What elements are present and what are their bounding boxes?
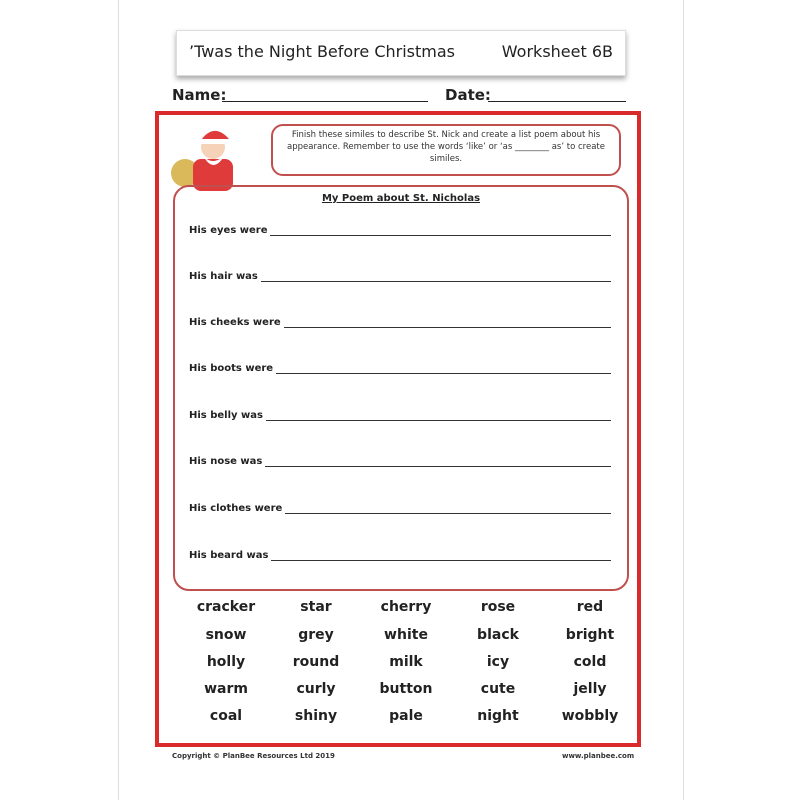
word-bank-item: coal <box>209 708 243 724</box>
worksheet-title: ’Twas the Night Before Christmas <box>189 42 456 61</box>
activity-frame <box>155 111 641 747</box>
instructions-bubble: Finish these similes to describe St. Nick and create a list poem about his appearance. Remember to use the words ‘like’ or ‘as ________ as’ to create similes. <box>271 124 621 176</box>
poem-line[interactable]: His cheeks were <box>189 317 611 328</box>
word-bank-item: snow <box>205 627 247 643</box>
word-bank-item: rose <box>480 599 516 615</box>
poem-line[interactable]: His boots were <box>189 363 611 374</box>
poem-line[interactable]: His clothes were <box>189 503 611 514</box>
word-bank-item: button <box>379 681 433 697</box>
word-bank-item: bright <box>565 627 615 643</box>
word-bank-item: warm <box>204 681 248 697</box>
word-bank-item: jelly <box>573 681 607 697</box>
poem-line[interactable]: His belly was <box>189 410 611 421</box>
date-line <box>488 101 626 102</box>
word-bank-item: cold <box>573 654 607 670</box>
worksheet-number: Worksheet 6B <box>501 42 613 61</box>
word-bank-item: star <box>300 599 332 615</box>
name-label: Name: <box>172 86 227 104</box>
word-bank-item: pale <box>389 708 423 724</box>
word-bank-item: white <box>384 627 428 643</box>
word-bank-item: cute <box>480 681 516 697</box>
word-bank-item: round <box>292 654 340 670</box>
word-bank-item: holly <box>206 654 246 670</box>
word-bank-item: shiny <box>294 708 338 724</box>
poem-line[interactable]: His hair was <box>189 271 611 282</box>
word-bank-item: red <box>576 599 604 615</box>
copyright: Copyright © PlanBee Resources Ltd 2019 <box>172 752 335 760</box>
poem-title: My Poem about St. Nicholas <box>321 193 481 204</box>
poem-box <box>173 185 629 591</box>
poem-line[interactable]: His beard was <box>189 550 611 561</box>
poem-line[interactable]: His nose was <box>189 456 611 467</box>
word-bank-item: curly <box>296 681 336 697</box>
word-bank-item: black <box>477 627 519 643</box>
word-bank-item: grey <box>298 627 334 643</box>
title-box <box>176 30 626 76</box>
name-line <box>222 101 428 102</box>
word-bank-item: cherry <box>380 599 432 615</box>
website: www.planbee.com <box>562 752 635 760</box>
word-bank-item: wobbly <box>561 708 619 724</box>
santa-icon <box>171 121 241 191</box>
date-label: Date: <box>445 86 491 104</box>
word-bank-item: milk <box>389 654 423 670</box>
word-bank-item: night <box>477 708 519 724</box>
poem-line[interactable]: His eyes were <box>189 225 611 236</box>
word-bank-item: cracker <box>196 599 256 615</box>
word-bank-item: icy <box>486 654 510 670</box>
